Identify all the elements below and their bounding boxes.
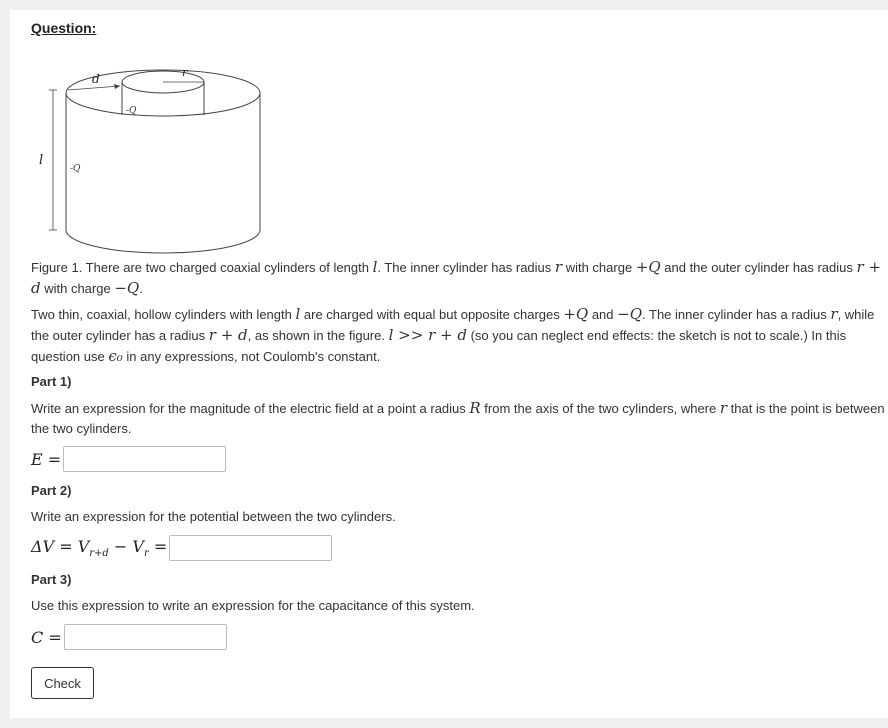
part2-text: Write an expression for the potential between the two cylinders.: [31, 509, 396, 524]
question-heading: Question:: [31, 20, 97, 36]
part1-answer-row: [31, 446, 226, 472]
part1-answer-label: E =: [31, 449, 62, 469]
electric-field-input[interactable]: [63, 446, 226, 472]
d-dimension-line: [68, 86, 120, 90]
label-inner-charge: -Q: [126, 106, 137, 116]
label-r: r: [182, 66, 188, 79]
part2-label: Part 2): [31, 483, 72, 498]
d-arrowhead: [114, 84, 120, 89]
part1-label: Part 1): [31, 374, 72, 389]
outer-cylinder-bottom: [66, 230, 260, 253]
part2-answer-row: [31, 535, 332, 561]
part3-answer-label: C =: [31, 627, 62, 647]
label-d: d: [92, 72, 100, 86]
figure-caption: Figure 1. There are two charged coaxial cylinders of length l. The inner cylinder has radius r with charge +Q and the outer cylinder has radius r + d with charge −Q.: [31, 258, 882, 297]
part1-text: Write an expression for the magnitude of the electric field at a point a radius R from the axis of the two cylinders, where r that is the point is between the two cylinders.: [31, 399, 885, 436]
check-button[interactable]: Check: [31, 667, 94, 699]
part2-answer-label: $\Delta V = V_{r+d} - V_r$ =: [31, 536, 168, 560]
question-card: [10, 10, 888, 718]
label-l: l: [39, 153, 44, 168]
label-outer-charge: -Q: [70, 164, 81, 174]
part3-label: Part 3): [31, 572, 72, 587]
potential-difference-input[interactable]: [169, 535, 332, 561]
coaxial-cylinders-figure: [20, 60, 280, 260]
capacitance-input[interactable]: [64, 624, 227, 650]
part3-answer-row: [31, 624, 227, 650]
intro-paragraph: Two thin, coaxial, hollow cylinders with length l are charged with equal but opposite charges +Q and −Q. The inner cylinder has a radius r, while the outer cylinder has a radius r + d, as shown in the figure. l >> r + d (so you can neglect end effects: the sketch is not to scale.) In this question use ϵ₀ in any expressions, not Coulomb's constant.: [31, 305, 875, 365]
part3-text: Use this expression to write an expression for the capacitance of this system.: [31, 598, 475, 613]
